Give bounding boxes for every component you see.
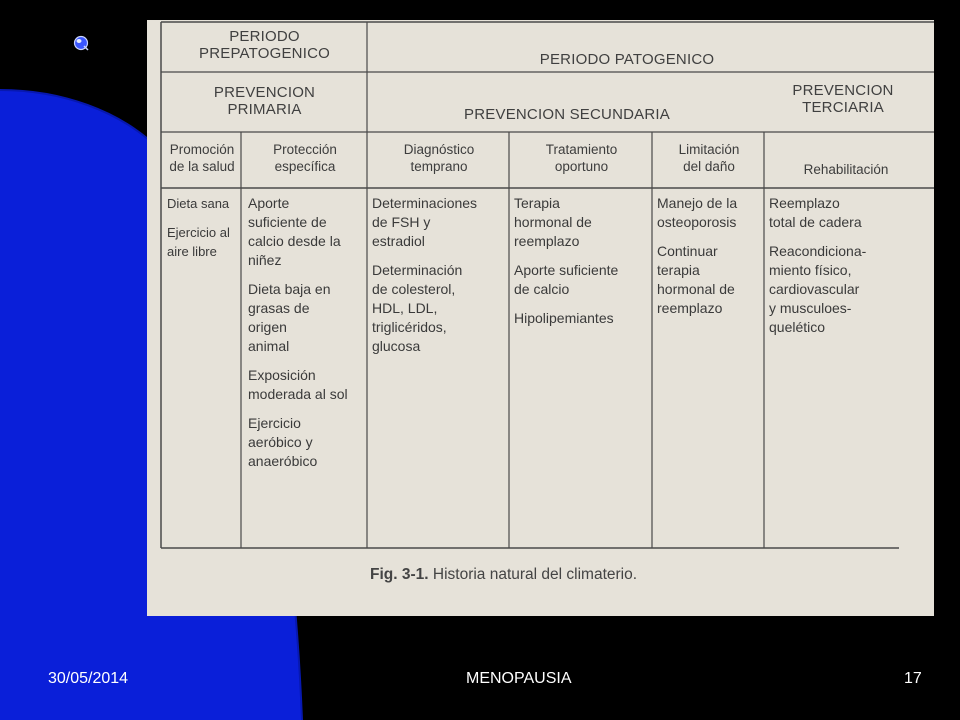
slide-footer-title: MENOPAUSIA [466, 670, 572, 687]
cell-proteccion: Aporte suficiente de calcio desde la niñez Dieta baja en grasas de origen animal Exposición moderada al sol Ejercicio aeróbico y anaeróbico [248, 195, 348, 469]
col-header-tratamiento: Tratamiento oportuno [545, 142, 618, 174]
prevencion-primaria-label: PREVENCION PRIMARIA [213, 84, 316, 118]
col-header-proteccion: Protección específica [273, 142, 337, 174]
cell-limitacion: Manejo de la osteoporosis Continuar terapia hormonal de reemplazo [657, 195, 738, 316]
prevencion-terciaria-label: PREVENCION TERCIARIA [792, 82, 894, 116]
col-header-limitacion: Limitación del daño [678, 142, 740, 174]
col-header-diagnostico: Diagnóstico temprano [403, 142, 475, 174]
scanned-table-image [147, 20, 934, 616]
prevencion-secundaria-label: PREVENCION SECUNDARIA [464, 106, 670, 123]
figure-caption: Fig. 3-1. Historia natural del climaterio. [370, 566, 638, 583]
col-header-promocion: Promoción de la salud [169, 142, 235, 174]
slide-date: 30/05/2014 [48, 670, 129, 687]
cell-tratamiento: Terapia hormonal de reemplazo Aporte suficiente de calcio Hipolipemiantes [514, 195, 619, 326]
cell-diagnostico: Determinaciones de FSH y estradiol Determinación de colesterol, HDL, LDL, triglicéridos, glucosa [372, 195, 478, 354]
cell-rehabilitacion: Reemplazo total de cadera Reacondiciona- miento físico, cardiovascular y musculoes- quelético [769, 195, 867, 335]
periodo-patogenico-label: PERIODO PATOGENICO [539, 51, 715, 68]
periodo-prepatogenico-label: PERIODO PREPATOGENICO [199, 28, 330, 62]
col-header-rehabilitacion: Rehabilitación [803, 162, 889, 177]
slide-page-number: 17 [904, 670, 922, 687]
cell-promocion: Dieta sana Ejercicio al aire libre [167, 196, 230, 259]
globe-bullet-icon [72, 34, 90, 52]
